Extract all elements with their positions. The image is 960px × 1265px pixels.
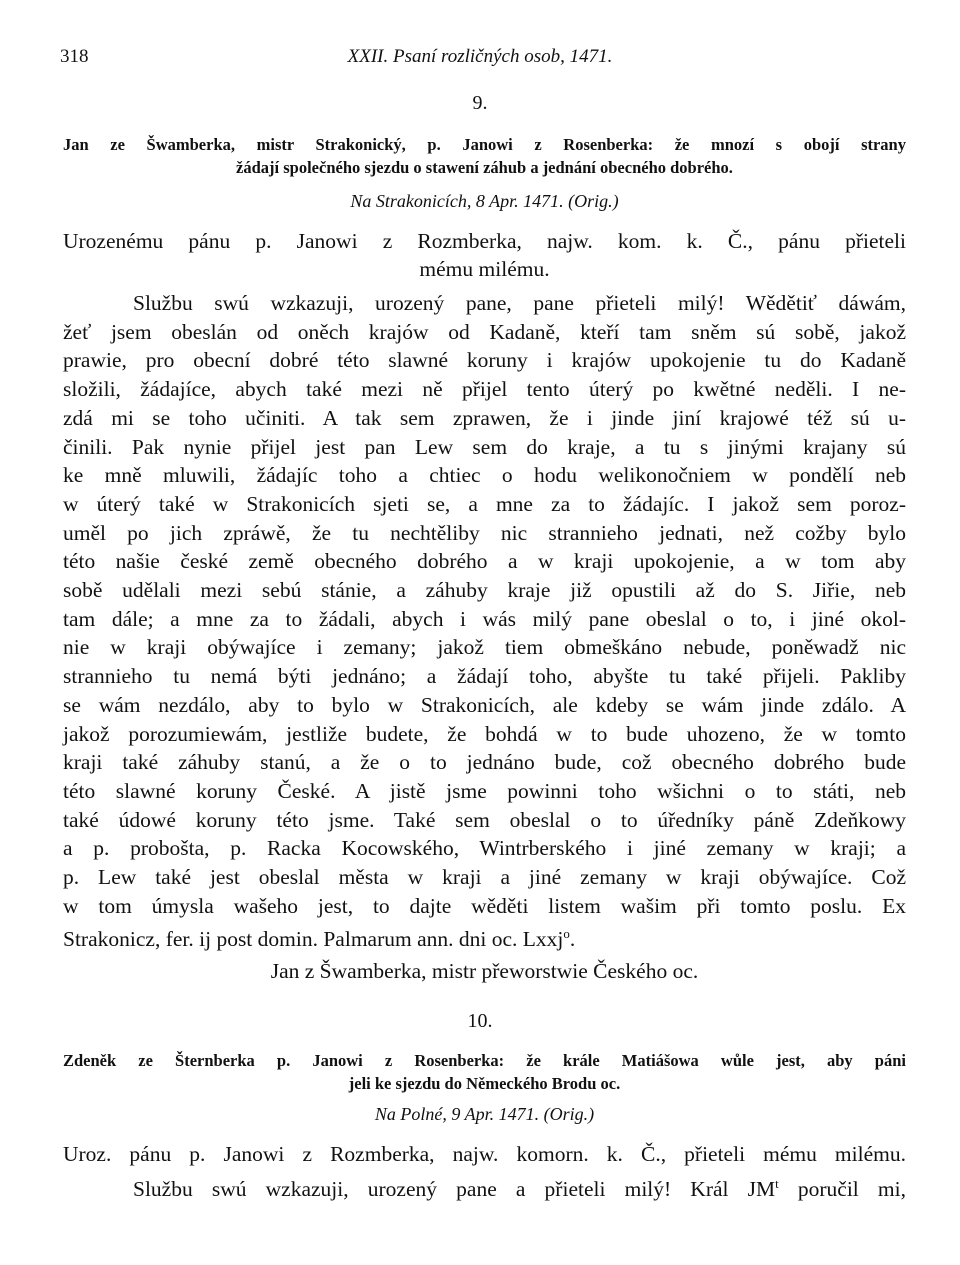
letter-9-body-line [63, 461, 906, 489]
body-text: žeť jsem obeslán od oněch krajów od Kadaně, kteří tam sněm sú sobě, jakož [63, 319, 906, 344]
running-title: XXII. Psaní rozličných osob, 1471. [347, 46, 613, 67]
letter-9-body-line [63, 576, 906, 604]
body-text-end: poručil mi, [778, 1177, 906, 1202]
letter-10-summary-line: jeli ke sjezdu do Německého Brodu oc. [348, 1074, 621, 1093]
letter-9-body-line [63, 519, 906, 547]
superscript: t [775, 1177, 779, 1191]
body-text: ke mně mluwili, žádajíc toho a chtiec o hodu welikonočniem w pondělí neb [63, 463, 906, 488]
letter-10-place-date: Na Polné, 9 Apr. 1471. (Orig.) [374, 1104, 595, 1124]
body-text: zdá mi se toho učiniti. A tak sem zprawen, že i jinde jiní krajowé též sú u- [63, 405, 906, 430]
letter-9-summary-line: Jan ze Šwamberka, mistr Strakonický, p. Janowi z Rosenberka: že mnozí s obojí strany [63, 135, 906, 154]
body-text: uměl po jich zpráwě, že tu nechtěliby nic strannieho jednati, než cožby bylo [63, 520, 906, 545]
body-text: složili, žádajíce, abych také mezi ně přijel tento úterý po kwětné neděli. I ne- [63, 377, 906, 402]
body-text: jakož porozumiewám, jestliže budete, že bohdá w to bude uhozeno, že w tomto [63, 721, 906, 746]
letter-9-body-line [63, 863, 906, 891]
letter-9-signature: Jan z Šwamberka, mistr přeworstwie Českého oc. [270, 959, 699, 983]
letter-9-body-line [63, 490, 906, 518]
body-text: p. Lew také jest obeslal města w kraji a jiné zemany w kraji obýwajíce. Což [63, 865, 906, 889]
body-text: se wám nezdálo, aby to bylo w Strakonicích, ale kdeby se wám jinde zdálo. A [63, 692, 906, 717]
body-text: také údowé koruny této jsme. Také sem obeslal o to úředníky páně Zdeňkowy [63, 807, 906, 832]
body-text: kraji také záhuby stanú, a že o to jednáno bude, což obecného dobrého bude [63, 750, 906, 775]
letter-9-body-line [63, 404, 906, 432]
body-text: a p. probošta, p. Racka Kocowského, Wintrberského i jiné zemany w kraji; a [63, 836, 906, 861]
body-text: prawie, pro obecní dobré této slawné koruny i krajów upokojenie tu do Kadaně [63, 348, 906, 373]
letter-9-body-line [63, 777, 906, 805]
letter-9-body-line [63, 547, 906, 575]
body-text: této našie české země obecného dobrého a w kraji upokojenie, a w tom aby [63, 549, 906, 574]
body-text: Strakonicz, fer. ij post domin. Palmarum ann. dni oc. Lxxj [63, 927, 564, 952]
body-text: Službu swú wzkazuji, urozený pane a přieteli milý! Král JM [133, 1177, 776, 1202]
letter-9-body-line [63, 346, 906, 374]
letter-9-body-line [63, 318, 906, 346]
letter-10-number: 10. [467, 1010, 493, 1032]
body-text: této slawné koruny České. A jistě jsme powinni toho wšichni o to státi, neb [63, 778, 906, 803]
page-number: 318 [60, 46, 89, 67]
letter-9-place-date: Na Strakonicích, 8 Apr. 1471. (Orig.) [350, 191, 619, 211]
body-text: sobě udělali mezi sebú stánie, a záhuby kraje již opustili až do S. Jiřie, neb [63, 578, 906, 602]
letter-9-body-line [63, 433, 906, 461]
body-text: strannieho tu nemá býti jednáno; a žádají toho, abyšte tu také přijeli. Pakliby [63, 664, 906, 689]
letter-9-body-line [63, 834, 906, 862]
letter-9-body-line [63, 633, 906, 661]
letter-9-number: 9. [472, 92, 488, 114]
letter-9-body-line [63, 605, 906, 633]
body-text: w úterý také w Strakonicích sjeti se, a mne za to žádajíc. I jakož sem poroz- [63, 491, 906, 516]
letter-9-body-line [63, 662, 906, 690]
letter-9-body-line [63, 920, 906, 953]
letter-9-body-line [63, 806, 906, 834]
letter-9-body-line [63, 748, 906, 776]
letter-9-address-line: mému milému. [419, 257, 550, 281]
body-text: Službu swú wzkazuji, urozený pane, pane přieteli milý! Wědětiť dáwám, [133, 291, 906, 315]
body-text-end: . [569, 927, 576, 952]
letter-10-address: Uroz. pánu p. Janowi z Rozmberka, najw. komorn. k. Č., přieteli mému milému. [63, 1142, 906, 1166]
letter-9-body-line [63, 375, 906, 403]
letter-10-summary-line: Zdeněk ze Šternberka p. Janowi z Rosenberka: že krále Matiášowa wůle jest, aby páni [63, 1051, 906, 1070]
letter-9-summary-line: žádají společného sjezdu o stawení záhub a jednání obecného dobrého. [236, 158, 733, 177]
body-text: w tom úmysla wašeho jest, to dajte wěděti listem wašim při tomto poslu. Ex [63, 893, 906, 918]
body-text: nie w kraji obýwajíce i zemany; jakož tiem obmeškáno nebude, poněwadž nic [63, 635, 906, 660]
letter-10-body-line [133, 1170, 906, 1203]
letter-9-body-line [63, 720, 906, 748]
body-text: tam dále; a mne za to žádali, abych i wás milý pane obeslal o to, i jiné okol- [63, 606, 906, 631]
letter-9-body-line [63, 892, 906, 920]
body-text: činili. Pak nynie přijel jest pan Lew sem do kraje, a tu s jinými krajany sú [63, 434, 906, 459]
letter-9-body-line [133, 289, 906, 317]
letter-9-address-line: Urozenému pánu p. Janowi z Rozmberka, najw. kom. k. Č., pánu přieteli [63, 229, 906, 253]
superscript: o [563, 927, 570, 942]
letter-9-body-line [63, 691, 906, 719]
